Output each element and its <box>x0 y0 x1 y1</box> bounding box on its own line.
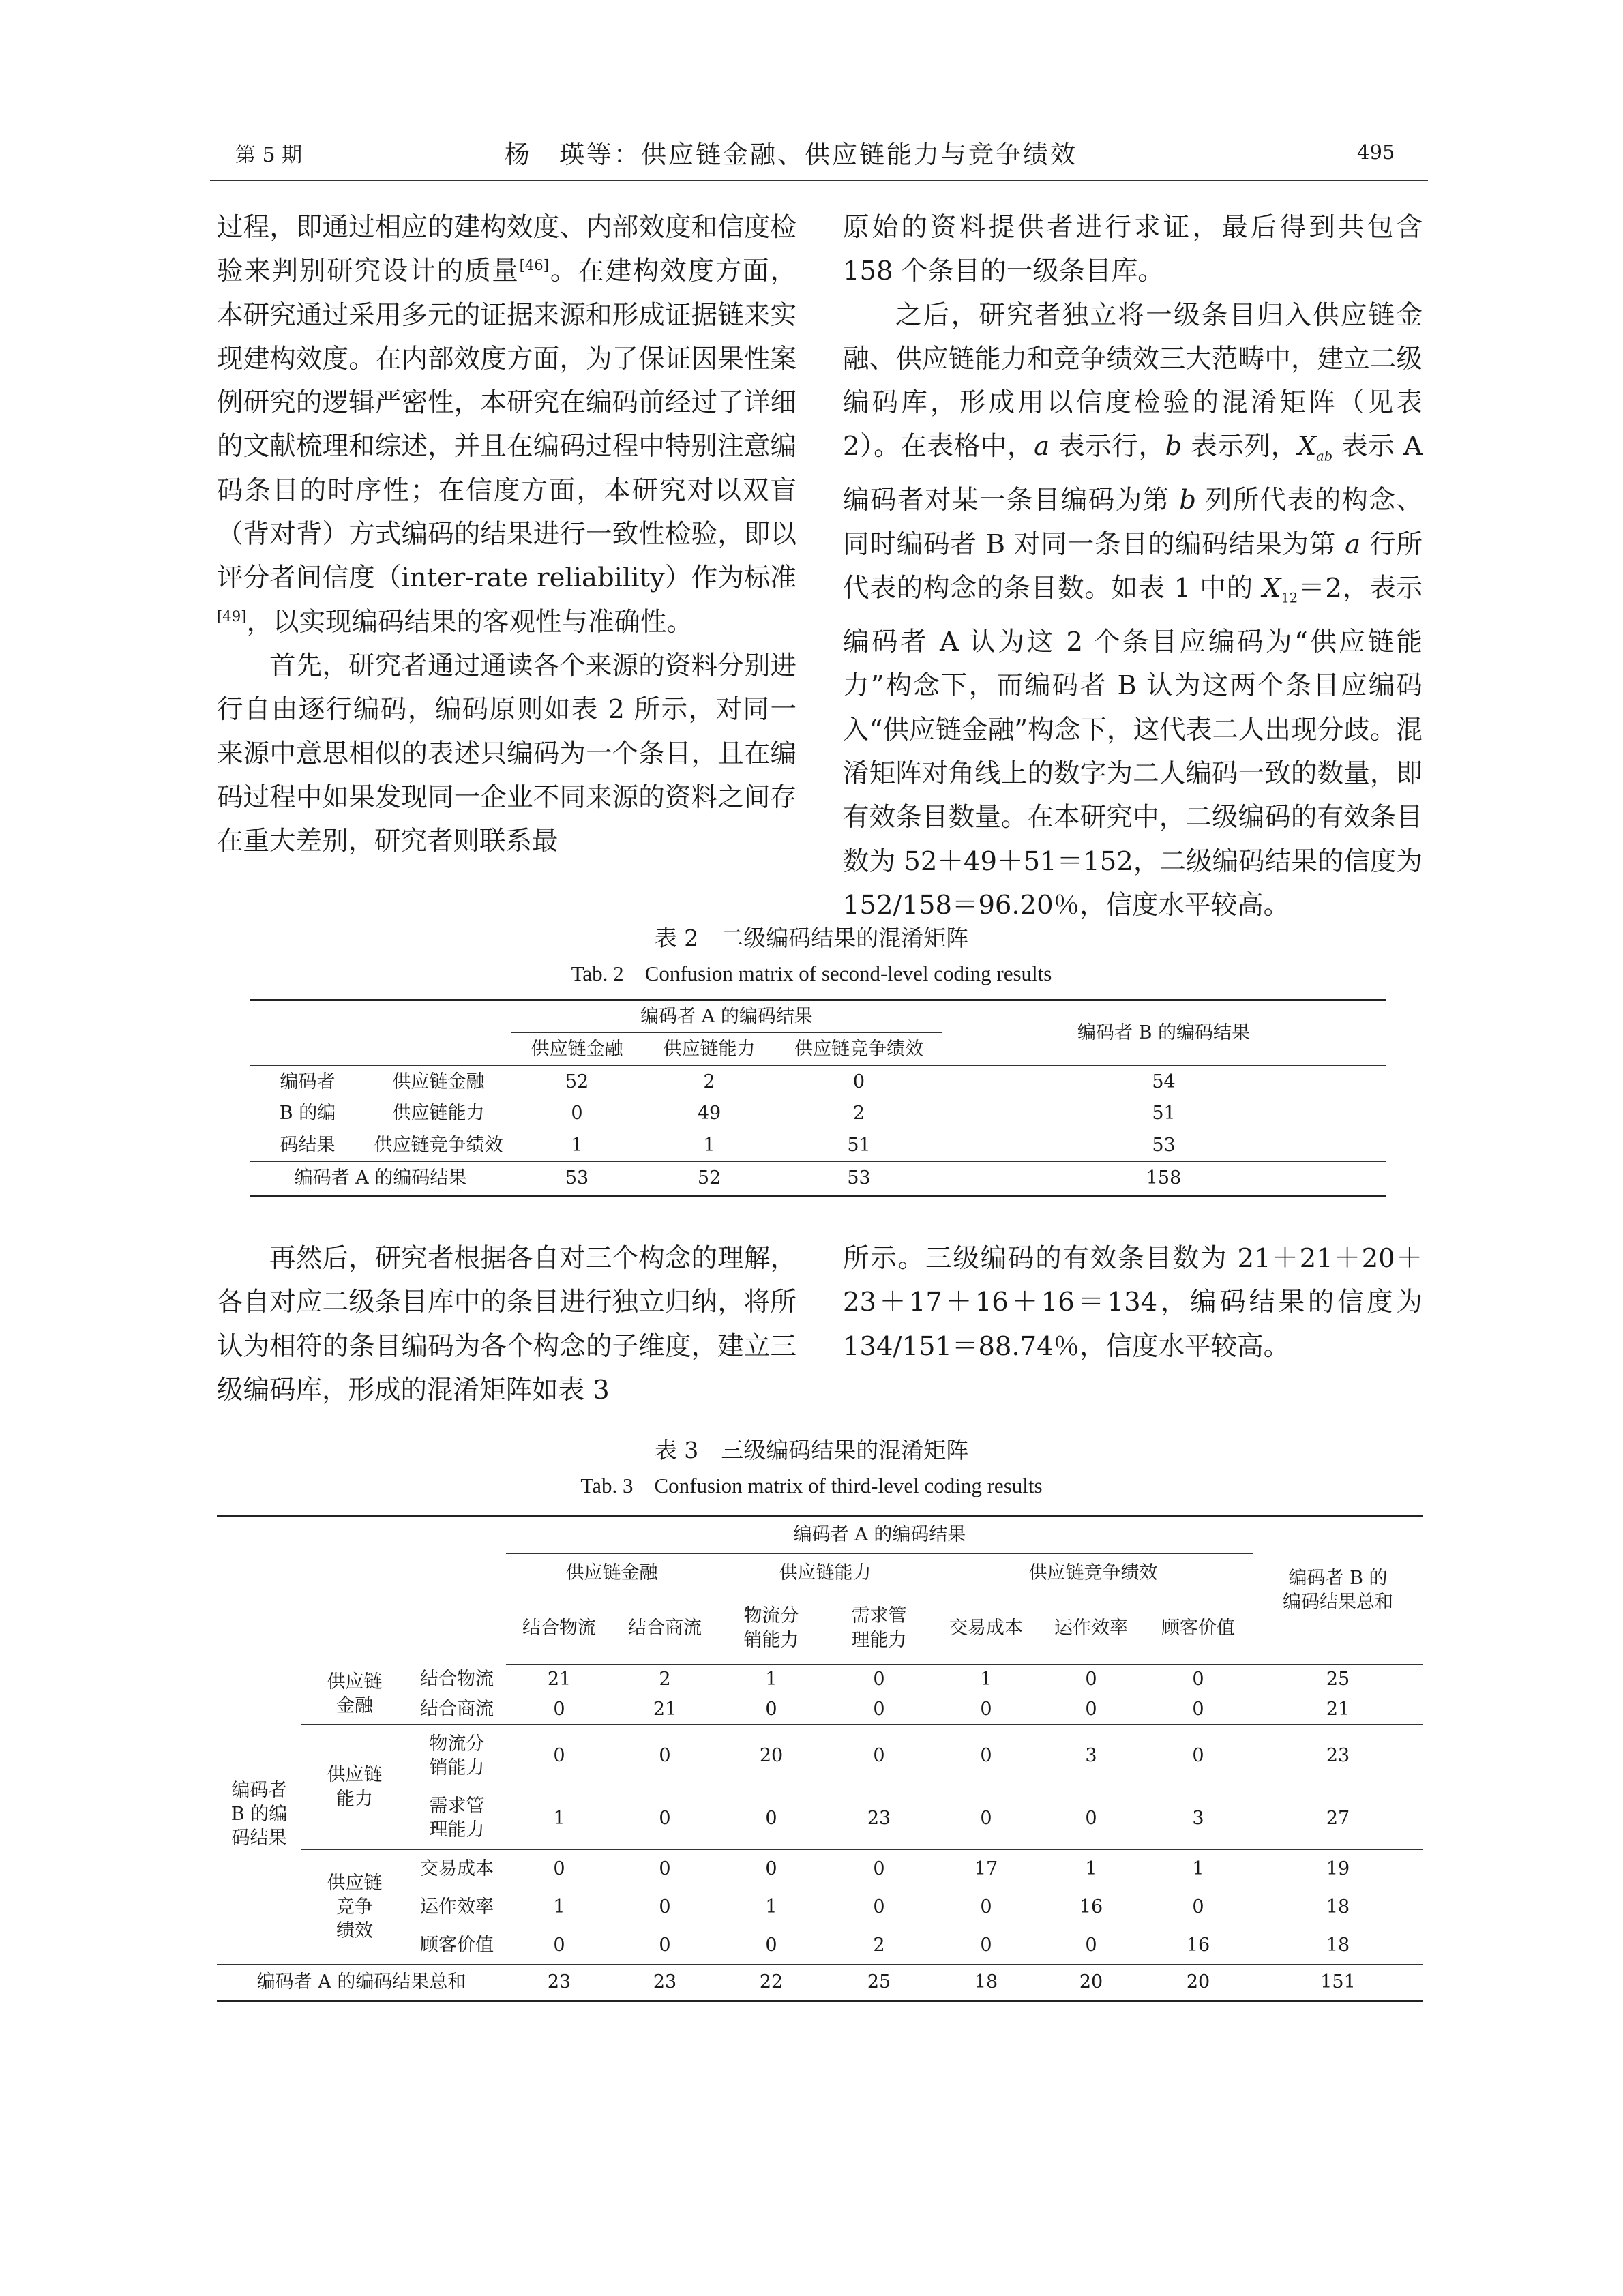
row-header: 供应链能力 <box>392 1103 485 1124</box>
text-column-upper-right <box>843 206 1423 927</box>
row-group-label <box>217 1665 301 1965</box>
table-cell: 0 <box>873 1669 885 1690</box>
table-cell: 0 <box>980 1934 992 1956</box>
table-cell: 25 <box>1326 1669 1350 1690</box>
col-category: 供应链竞争绩效 <box>933 1554 1253 1592</box>
table-cell: 21 <box>547 1669 571 1690</box>
table-cell: 27 <box>1253 1787 1423 1850</box>
paragraph-text: 表示列， <box>1182 431 1298 462</box>
math-subscript: ab <box>1316 449 1333 465</box>
table-cell: 53 <box>776 1162 942 1196</box>
math-var: X <box>1262 573 1281 604</box>
row-header: 交易成本 <box>420 1858 494 1880</box>
paragraph-text: 之后，研究者独立将一级条目归入供应链金融、供应链能力和竞争绩效三大范畴中，建立二级编码库，形成用以信度检验的混淆矩阵（见表 2）。在表格中， <box>843 299 1423 462</box>
label-line: 绩效 <box>336 1920 373 1942</box>
label-line: B 的编 <box>230 1803 288 1825</box>
total-col-header: 编码者 B 的编码结果 <box>942 1000 1386 1066</box>
table-cell: 53 <box>511 1162 642 1196</box>
table3-caption-cn: 表 3 三级编码结果的混淆矩阵 <box>654 1437 969 1463</box>
table-cell: 2 <box>659 1669 671 1690</box>
table-cell: 3 <box>1143 1787 1253 1850</box>
paragraph: 首先，研究者通过通读各个来源的资料分别进行自由逐行编码，编码原则如表 2 所示，对同一来源中意思相似的表述只编码为一个条目，且在编码过程中如果发现同一企业不同来源的资料之间存在重大差别，研究者则联系最 <box>217 650 796 857</box>
col-header: 供应链能力 <box>642 1033 776 1066</box>
text-column-lower-left <box>217 1237 796 1412</box>
table-cell: 18 <box>1326 1896 1350 1918</box>
paragraph <box>217 206 796 644</box>
table-cell: 51 <box>1152 1103 1176 1124</box>
row-category <box>301 1725 408 1850</box>
header-rule <box>210 180 1428 181</box>
row-header: 运作效率 <box>420 1896 494 1918</box>
col-header <box>717 1592 825 1665</box>
table-cell: 23 <box>506 1965 612 2001</box>
table-cell: 0 <box>659 1896 671 1918</box>
row-group-label: 编码者 <box>280 1071 336 1092</box>
page-number: 495 <box>1357 140 1395 164</box>
table-cell: 0 <box>852 1071 865 1092</box>
col-header: 供应链竞争绩效 <box>776 1033 942 1066</box>
table-cell: 16 <box>1186 1934 1210 1956</box>
table-cell: 1 <box>571 1135 583 1157</box>
header-line: 交易成本 <box>949 1617 1023 1639</box>
table-cell: 0 <box>980 1896 992 1918</box>
header-line: 需求管 <box>851 1605 907 1627</box>
table-cell: 0 <box>1143 1695 1253 1725</box>
table-cell: 21 <box>612 1695 717 1725</box>
table-cell: 52 <box>565 1071 589 1092</box>
table-cell: 23 <box>825 1787 933 1850</box>
table-cell: 1 <box>506 1787 612 1850</box>
label-line: 供应链 <box>327 1872 383 1894</box>
table-cell: 0 <box>765 1934 777 1956</box>
row-header: 顾客价值 <box>420 1934 494 1956</box>
label-line: 编码者 <box>231 1779 287 1801</box>
table-cell: 52 <box>642 1162 776 1196</box>
table-cell: 1 <box>1192 1858 1204 1880</box>
table-cell: 54 <box>1152 1071 1176 1092</box>
table-cell: 0 <box>825 1695 933 1725</box>
col-category: 供应链能力 <box>717 1554 933 1592</box>
paragraph-text: 。在建构效度方面，本研究通过采用多元的证据来源和形成证据链来实现建构效度。在内部效度方面，为了保证因果性案例研究的逻辑严密性，本研究在编码前经过了详细的文献梳理和综述，并且在编码过程中特别注意编码条目的时序性；在信度方面，本研究对以双盲（背对背）方式编码的结果进行一致性检验，即以评分者间信度（inter-rate reliability）作为标准 <box>217 256 796 594</box>
row-header: 供应链竞争绩效 <box>374 1135 503 1157</box>
row-header: 结合物流 <box>420 1668 494 1690</box>
table-total-row <box>250 1162 1386 1196</box>
table-cell: 0 <box>933 1787 1039 1850</box>
table-cell: 0 <box>873 1745 885 1767</box>
col-header <box>933 1592 1039 1665</box>
total-row-label: 编码者 A 的编码结果 <box>250 1162 511 1196</box>
table-header-row <box>250 1000 1386 1033</box>
table-row <box>217 1725 1423 1787</box>
citation-ref: [49] <box>217 607 247 625</box>
label-line: 能力 <box>336 1788 373 1810</box>
table-cell: 20 <box>1039 1965 1143 2001</box>
table-cell: 17 <box>974 1858 998 1880</box>
table-cell: 0 <box>1039 1787 1143 1850</box>
paragraph: 所示。三级编码的有效条目数为 21＋21＋20＋23＋17＋16＋16＝134，编码结果的信度为 134/151＝88.74％，信度水平较高。 <box>843 1243 1423 1362</box>
table-cell: 0 <box>1192 1745 1204 1767</box>
row-header: 结合商流 <box>408 1695 506 1725</box>
math-var: b <box>1165 431 1182 462</box>
table-cell: 1 <box>1085 1858 1097 1880</box>
paragraph-text: ＝2，表示编码者 A 认为这 2 个条目应编码为“供应链能力”构念下，而编码者 B 认为这两个条目应编码入“供应链金融”构念下，这代表二人出现分歧。混淆矩阵对角线上的数字为二人编码一致的数量，即有效条目数量。在本研究中，二级编码的有效条目数为 52＋49＋51＝152，二级编码结果的信度为 152/158＝96.20％，信度水平较高。 <box>843 573 1423 921</box>
table-cell: 0 <box>1192 1669 1204 1690</box>
label-line: 需求管 <box>429 1795 485 1817</box>
table-cell: 1 <box>765 1669 777 1690</box>
table-cell: 0 <box>612 1787 717 1850</box>
table-cell: 49 <box>697 1103 721 1124</box>
table-cell: 0 <box>659 1934 671 1956</box>
col-group-header: 编码者 A 的编码结果 <box>511 1000 942 1033</box>
table-cell: 0 <box>1192 1896 1204 1918</box>
label-line: 金融 <box>336 1695 373 1717</box>
math-var: a <box>1034 431 1050 462</box>
issue-number: 第 5 期 <box>235 143 303 167</box>
paragraph-text: 行所代表的构念的条目数。如表 1 中的 <box>843 528 1423 604</box>
table-cell: 19 <box>1326 1858 1350 1880</box>
header-line: 物流分 <box>743 1605 799 1627</box>
math-var: X <box>1297 431 1317 462</box>
table-row <box>250 1098 1386 1130</box>
paragraph-text: ，以实现编码结果的客观性与准确性。 <box>246 606 693 638</box>
col-header <box>1143 1592 1253 1665</box>
col-header <box>1039 1592 1143 1665</box>
table2-caption-cn: 表 2 二级编码结果的混淆矩阵 <box>654 925 969 951</box>
row-category <box>301 1850 408 1965</box>
table-cell: 0 <box>553 1934 565 1956</box>
table-cell: 1 <box>765 1896 777 1918</box>
table-cell: 21 <box>1253 1695 1423 1725</box>
header-line: 编码结果总和 <box>1283 1592 1393 1613</box>
math-subscript: 12 <box>1281 590 1298 606</box>
label-line: 码结果 <box>231 1827 287 1849</box>
header-line: 结合商流 <box>628 1617 702 1639</box>
paragraph: 再然后，研究者根据各自对三个构念的理解，各自对应二级条目库中的条目进行独立归纳，将所认为相符的条目编码为各个构念的子维度，建立三级编码库，形成的混淆矩阵如表 3 <box>217 1243 796 1405</box>
table-row <box>217 1665 1423 1695</box>
table-cell: 2 <box>852 1103 865 1124</box>
table-cell: 1 <box>703 1135 715 1157</box>
text-column-lower-right <box>843 1237 1423 1369</box>
row-group-label: B 的编 <box>279 1103 336 1124</box>
total-row-label: 编码者 A 的编码结果总和 <box>217 1965 506 2001</box>
table-header-row <box>217 1516 1423 1554</box>
header-line: 理能力 <box>851 1629 907 1651</box>
table-cell: 0 <box>980 1745 992 1767</box>
table-cell: 53 <box>1152 1135 1176 1157</box>
table-cell: 0 <box>717 1695 825 1725</box>
table-cell: 23 <box>612 1965 717 2001</box>
table-cell: 0 <box>717 1787 825 1850</box>
header-line: 结合物流 <box>522 1617 596 1639</box>
table-cell: 18 <box>1326 1934 1350 1956</box>
table-cell: 0 <box>873 1896 885 1918</box>
table-cell: 0 <box>1039 1695 1143 1725</box>
table-cell: 158 <box>942 1162 1386 1196</box>
table-cell: 0 <box>506 1695 612 1725</box>
table-cell: 22 <box>717 1965 825 2001</box>
math-var: b <box>1179 485 1196 516</box>
citation-ref: [46] <box>519 256 550 274</box>
table-cell: 1 <box>553 1896 565 1918</box>
math-var: a <box>1345 528 1361 560</box>
table-cell: 1 <box>980 1669 992 1690</box>
table-cell: 151 <box>1253 1965 1423 2001</box>
paragraph-text: 表示行， <box>1049 431 1165 462</box>
table-cell: 0 <box>659 1858 671 1880</box>
table-cell: 0 <box>1085 1934 1097 1956</box>
running-title: 杨 瑛等：供应链金融、供应链能力与竞争绩效 <box>505 140 1077 169</box>
paragraph: 原始的资料提供者进行求证，最后得到共包含 158 个条目的一级条目库。 <box>843 212 1423 287</box>
table-row <box>250 1130 1386 1162</box>
header-line: 顾客价值 <box>1161 1617 1235 1639</box>
col-header: 供应链金融 <box>511 1033 642 1066</box>
table-corner <box>250 1000 511 1066</box>
table2-caption-en: Tab. 2 Confusion matrix of second-level coding results <box>571 961 1052 985</box>
table-cell: 0 <box>553 1745 565 1767</box>
total-col-header <box>1253 1516 1423 1665</box>
table-cell: 51 <box>847 1135 871 1157</box>
header-line: 编码者 B 的 <box>1288 1567 1388 1589</box>
paragraph-text: 列所代表的构念、同时编码者 B 对同一条目的编码结果为第 <box>843 485 1423 560</box>
table-cell: 0 <box>933 1695 1039 1725</box>
row-group-label: 码结果 <box>280 1135 336 1157</box>
table-cell: 0 <box>873 1858 885 1880</box>
header-line: 销能力 <box>743 1629 799 1651</box>
text-column-upper-left <box>217 206 796 863</box>
table-cell: 18 <box>933 1965 1039 2001</box>
label-line: 销能力 <box>429 1757 485 1778</box>
table-cell: 2 <box>703 1071 715 1092</box>
row-header: 供应链金融 <box>392 1071 485 1092</box>
table-cell: 20 <box>1143 1965 1253 2001</box>
table-cell: 0 <box>765 1858 777 1880</box>
table-total-row <box>217 1965 1423 2001</box>
label-line: 物流分 <box>429 1733 485 1755</box>
col-header <box>612 1592 717 1665</box>
paragraph-text: 过程，即通过相应的建构效度、内部效度和信度检验来判别研究设计的质量 <box>217 212 796 287</box>
paragraph-text: 表示 A 编码者对某一条目编码为第 <box>843 431 1423 516</box>
col-header <box>825 1592 933 1665</box>
col-header <box>506 1592 612 1665</box>
label-line: 竞争 <box>336 1896 373 1918</box>
col-group-header: 编码者 A 的编码结果 <box>506 1516 1253 1554</box>
row-category <box>301 1665 408 1725</box>
table3-caption-en: Tab. 3 Confusion matrix of third-level coding results <box>580 1474 1043 1497</box>
col-category: 供应链金融 <box>506 1554 717 1592</box>
row-header <box>408 1787 506 1850</box>
table3-confusion-matrix <box>217 1515 1423 2002</box>
table-cell: 16 <box>1079 1896 1103 1918</box>
table-cell: 3 <box>1085 1745 1097 1767</box>
table-cell: 0 <box>659 1745 671 1767</box>
table-cell: 23 <box>1326 1745 1350 1767</box>
table-cell: 25 <box>825 1965 933 2001</box>
label-line: 供应链 <box>327 1764 383 1786</box>
table-row <box>250 1066 1386 1098</box>
table-corner <box>217 1516 506 1665</box>
table-cell: 0 <box>553 1858 565 1880</box>
label-line: 供应链 <box>327 1671 383 1693</box>
table-cell: 20 <box>759 1745 784 1767</box>
table-cell: 2 <box>873 1934 885 1956</box>
table-cell: 0 <box>1085 1669 1097 1690</box>
table-row <box>217 1850 1423 1888</box>
table2-confusion-matrix <box>250 999 1386 1197</box>
paragraph <box>843 294 1423 928</box>
label-line: 理能力 <box>429 1819 485 1841</box>
header-line: 运作效率 <box>1054 1617 1128 1639</box>
row-header <box>408 1725 506 1787</box>
table-cell: 0 <box>571 1103 583 1124</box>
